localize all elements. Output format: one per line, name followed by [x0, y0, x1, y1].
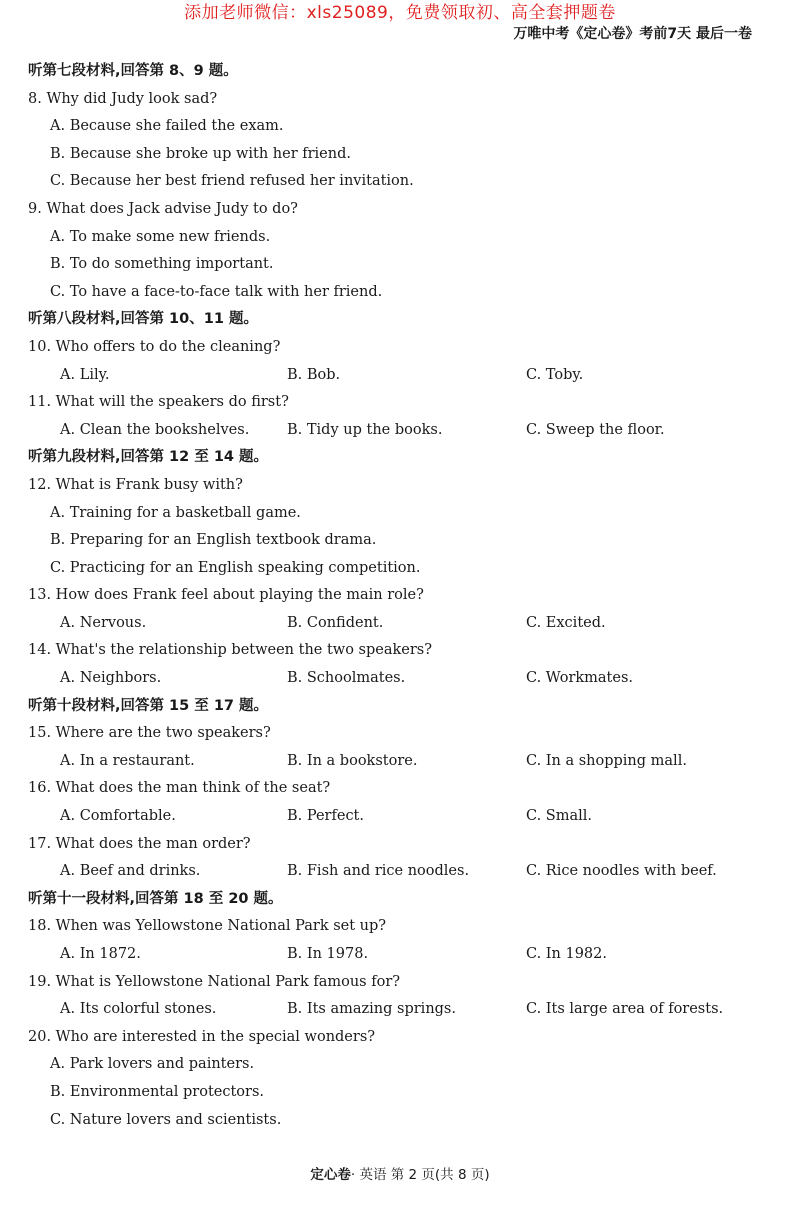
q19-options [28, 996, 768, 1024]
section-heading-11: 听第十一段材料,回答第 18 至 20 题。 [28, 890, 283, 907]
q18-option-b: B. In 1978. [287, 946, 369, 962]
q18-option-a: A. In 1872. [60, 946, 141, 962]
question-8: 8. Why did Judy look sad? [28, 90, 218, 107]
question-14: 14. What's the relationship between the two speakers? [28, 642, 433, 659]
section-heading-9: 听第九段材料,回答第 12 至 14 题。 [28, 449, 269, 466]
section-heading-8: 听第八段材料,回答第 10、11 题。 [28, 311, 258, 328]
q10-options [28, 362, 768, 390]
q17-option-b: B. Fish and rice noodles. [287, 863, 470, 880]
section-heading-10: 听第十段材料,回答第 15 至 17 题。 [28, 697, 269, 714]
q8-option-a: A. Because she failed the exam. [50, 118, 284, 135]
q20-option-a: A. Park lovers and painters. [50, 1056, 255, 1073]
exam-content [28, 58, 768, 1134]
q20-option-c: C. Nature lovers and scientists. [50, 1111, 282, 1128]
q18-option-c: C. In 1982. [526, 946, 607, 962]
q16-option-a: A. Comfortable. [60, 808, 176, 825]
q19-option-c: C. Its large area of forests. [526, 1001, 724, 1018]
q19-option-b: B. Its amazing springs. [287, 1001, 456, 1018]
question-17: 17. What does the man order? [28, 835, 251, 852]
question-10: 10. Who offers to do the cleaning? [28, 338, 281, 355]
q13-option-b: B. Confident. [287, 614, 384, 631]
q14-option-c: C. Workmates. [526, 670, 634, 687]
question-19: 19. What is Yellowstone National Park famous for? [28, 973, 401, 990]
q13-options [28, 610, 768, 638]
q15-option-b: B. In a bookstore. [287, 752, 418, 769]
q10-option-c: C. Toby. [526, 366, 584, 383]
q14-option-b: B. Schoolmates. [287, 670, 406, 687]
q15-option-c: C. In a shopping mall. [526, 752, 687, 769]
q19-option-a: A. Its colorful stones. [60, 1001, 217, 1018]
q20-option-b: B. Environmental protectors. [50, 1083, 265, 1100]
q14-options [28, 665, 768, 693]
q10-option-a: A. Lily. [60, 366, 110, 383]
q11-options [28, 417, 768, 445]
question-11: 11. What will the speakers do first? [28, 394, 289, 411]
q16-options [28, 803, 768, 831]
q18-options [28, 941, 768, 969]
q11-option-a: A. Clean the bookshelves. [60, 421, 250, 438]
q11-option-b: B. Tidy up the books. [287, 421, 443, 438]
watermark-banner: 添加老师微信：xls25089，免费领取初、高全套押题卷 [184, 3, 616, 23]
page-footer [0, 1163, 800, 1183]
q15-options [28, 748, 768, 776]
q13-option-a: A. Nervous. [60, 614, 147, 631]
question-16: 16. What does the man think of the seat? [28, 780, 331, 797]
footer-brand: 定心卷 [310, 1167, 351, 1183]
q13-option-c: C. Excited. [526, 614, 606, 631]
section-heading-7: 听第七段材料,回答第 8、9 题。 [28, 63, 238, 79]
question-20: 20. Who are interested in the special wonders? [28, 1028, 376, 1045]
question-9: 9. What does Jack advise Judy to do? [28, 200, 298, 217]
q16-option-c: C. Small. [526, 808, 593, 825]
q8-option-c: C. Because her best friend refused her invitation. [50, 173, 414, 190]
q8-option-b: B. Because she broke up with her friend. [50, 145, 351, 162]
q12-option-b: B. Preparing for an English textbook drama. [50, 532, 377, 549]
footer-page-info: · 英语 第 2 页(共 8 页) [350, 1167, 490, 1183]
q17-option-a: A. Beef and drinks. [60, 863, 201, 880]
q17-option-c: C. Rice noodles with beef. [526, 863, 717, 880]
question-18: 18. When was Yellowstone National Park set up? [28, 918, 387, 935]
q12-option-c: C. Practicing for an English speaking competition. [50, 559, 421, 576]
q9-option-a: A. To make some new friends. [50, 228, 271, 245]
page-header: 万唯中考《定心卷》考前7天 最后一卷 [513, 26, 752, 42]
q12-option-a: A. Training for a basketball game. [50, 504, 301, 521]
q9-option-b: B. To do something important. [50, 256, 274, 273]
question-12: 12. What is Frank busy with? [28, 476, 243, 493]
question-15: 15. Where are the two speakers? [28, 725, 271, 742]
q15-option-a: A. In a restaurant. [60, 752, 195, 769]
q10-option-b: B. Bob. [287, 366, 341, 383]
q17-options [28, 858, 768, 886]
q14-option-a: A. Neighbors. [60, 670, 162, 687]
q16-option-b: B. Perfect. [287, 808, 364, 825]
q11-option-c: C. Sweep the floor. [526, 421, 665, 438]
question-13: 13. How does Frank feel about playing the main role? [28, 587, 424, 604]
q9-option-c: C. To have a face-to-face talk with her friend. [50, 283, 383, 300]
